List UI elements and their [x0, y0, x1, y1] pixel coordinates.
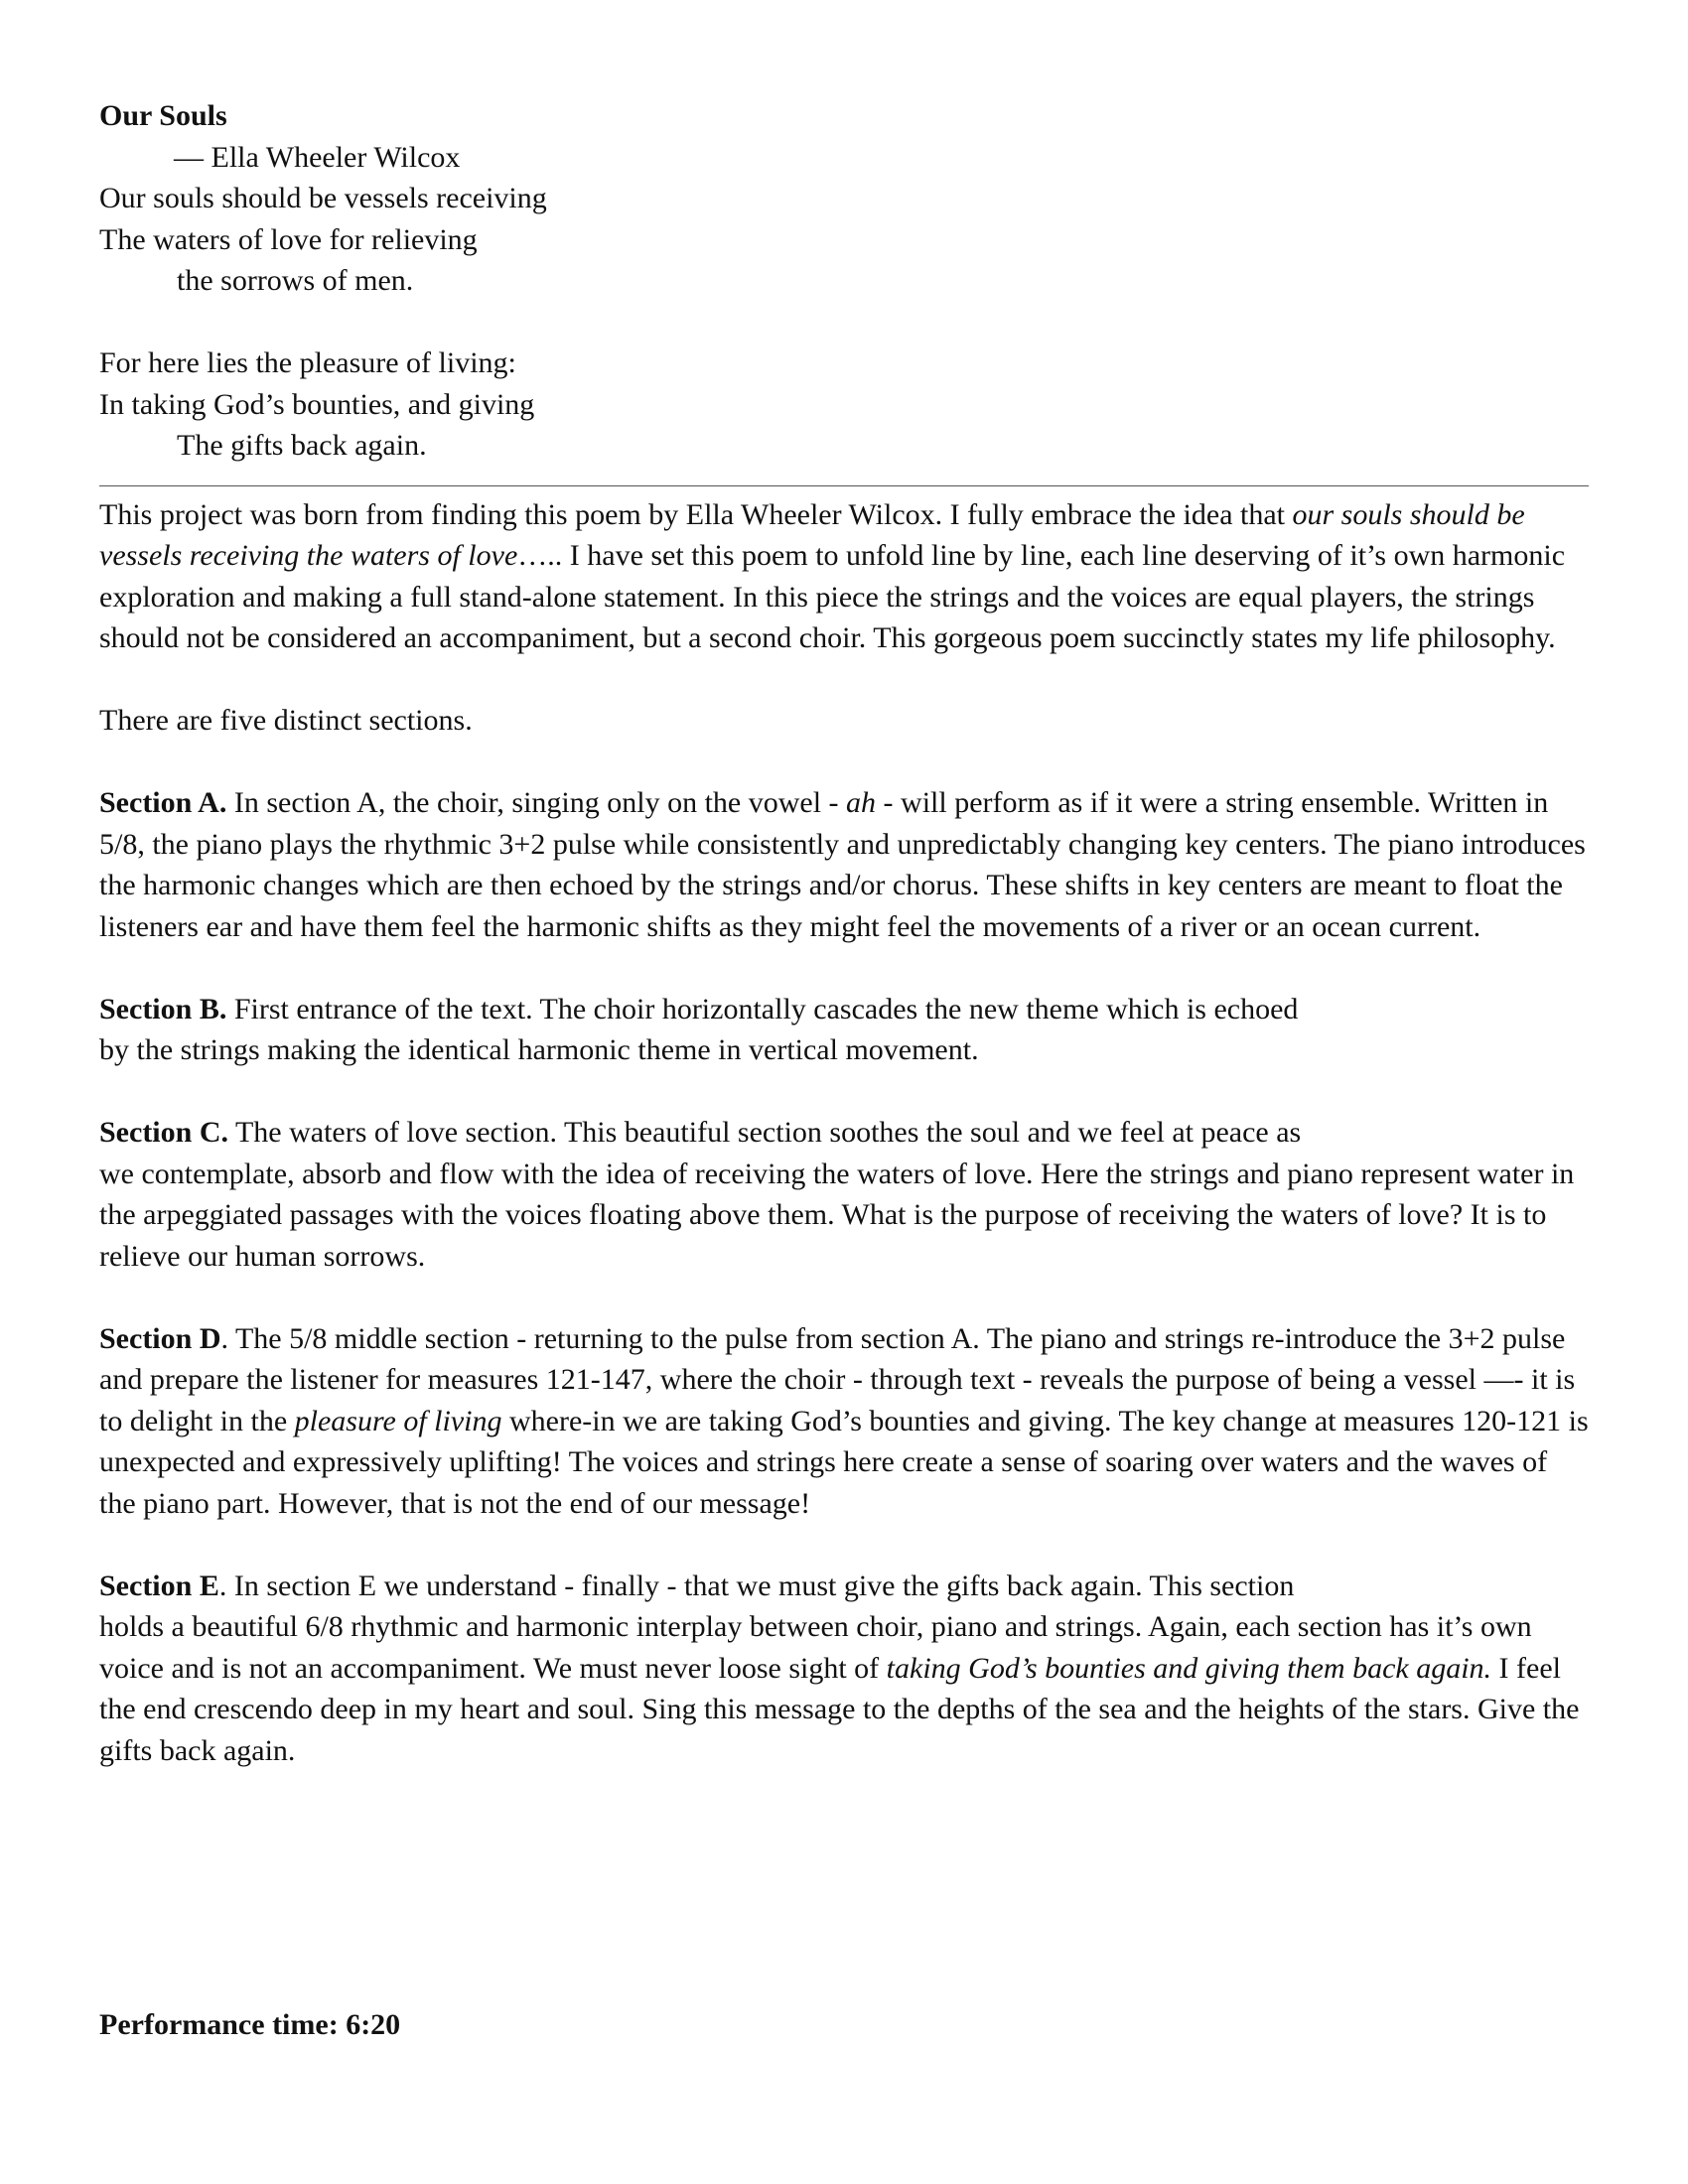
- poem-stanza-2: [99, 342, 1589, 467]
- section-d-paragraph: [99, 1318, 1589, 1525]
- section-text: by the strings making the identical harmonic theme in vertical movement.: [99, 1033, 979, 1066]
- poem-line: The gifts back again.: [177, 429, 427, 462]
- section-d-label: Section D: [99, 1321, 221, 1355]
- section-b-paragraph: [99, 989, 1589, 1071]
- poem-author: — Ella Wheeler Wilcox: [174, 140, 461, 174]
- intro-italic-quote: our souls should be vessels receiving the waters of love: [99, 497, 1525, 572]
- divider: [99, 485, 1589, 486]
- section-text: In section A, the choir, singing only on the vowel -: [226, 786, 847, 819]
- poem-line: The waters of love for relieving: [99, 222, 478, 256]
- commentary: [99, 494, 1589, 1772]
- section-e-paragraph: [99, 1566, 1589, 1772]
- intro-text: ….. I have set this poem to unfold line by line, each line deserving of it’s own harmonic exploration and making a full stand-alone statement. In this piece the strings and the voices are equal players, the strings should not be considered an accompaniment, but a second choir. This gorgeous poem succinctly states my life philosophy.: [99, 539, 1566, 654]
- sections-intro: There are five distinct sections.: [99, 704, 473, 737]
- section-c-label: Section C.: [99, 1116, 228, 1149]
- section-text: where-in we are taking God’s bounties and giving. The key change at measures 120-121 is unexpected and expressively uplifting! The voices and strings here create a sense of soaring over waters and the waves of the piano part. However, that is not the end of our message!: [99, 1404, 1589, 1520]
- intro-paragraph: [99, 494, 1589, 659]
- section-italic: pleasure of living: [294, 1404, 502, 1437]
- section-text: - will perform as if it were a string ensemble. Written in 5/8, the piano plays the rhythmic 3+2 pulse while consistently and unpredictably changing key centers. The piano introduces the harmonic changes which are then echoed by the strings and/or chorus. These shifts in key centers are meant to float the listeners ear and have them feel the harmonic shifts as they might feel the movements of a river or an ocean current.: [99, 786, 1586, 943]
- section-text: we contemplate, absorb and flow with the idea of receiving the waters of love. Here the strings and piano represent water in the arpeggiated passages with the voices floating above them. What is the purpose of receiving the waters of love? It is to relieve our human sorrows.: [99, 1157, 1575, 1273]
- section-text: . The 5/8 middle section - returning to the pulse from section A. The piano and strings re-introduce the 3+2 pulse and prepare the listener for measures 121-147, where the choir - through text - reveals the purpose of being a vessel —- it is to delight in the: [99, 1321, 1576, 1437]
- section-b-label: Section B.: [99, 992, 227, 1025]
- section-a-label: Section A.: [99, 786, 227, 819]
- section-a-paragraph: [99, 782, 1589, 947]
- section-e-label: Section E: [99, 1569, 219, 1602]
- section-text: holds a beautiful 6/8 rhythmic and harmonic interplay between choir, piano and strings. Again, each section has it’s own voice and is not an accompaniment. We must never loose sight of: [99, 1610, 1532, 1685]
- poem-line: For here lies the pleasure of living:: [99, 346, 516, 379]
- document-page: [99, 95, 1589, 1771]
- section-c-paragraph: [99, 1112, 1589, 1277]
- section-italic: taking God’s bounties and giving them back again.: [886, 1651, 1492, 1685]
- section-italic: ah: [846, 786, 877, 819]
- intro-text: This project was born from finding this poem by Ella Wheeler Wilcox. I fully embrace the idea that: [99, 497, 1293, 531]
- poem-line: In taking God’s bounties, and giving: [99, 387, 535, 421]
- section-text: First entrance of the text. The choir horizontally cascades the new theme which is echoed: [226, 992, 1299, 1025]
- section-text: I feel the end crescendo deep in my heart and soul. Sing this message to the depths of the sea and the heights of the stars. Give the gifts back again.: [99, 1651, 1580, 1767]
- poem-stanza-1: [99, 178, 1589, 302]
- section-text: The waters of love section. This beautiful section soothes the soul and we feel at peace as: [228, 1116, 1302, 1149]
- poem-line: the sorrows of men.: [177, 264, 414, 297]
- poem-line: Our souls should be vessels receiving: [99, 182, 547, 214]
- performance-time: Performance time: 6:20: [99, 2008, 401, 2041]
- poem-title: Our Souls: [99, 99, 227, 132]
- stanza-break: [99, 302, 1589, 343]
- section-text: . In section E we understand - finally - that we must give the gifts back again. This section: [218, 1569, 1295, 1602]
